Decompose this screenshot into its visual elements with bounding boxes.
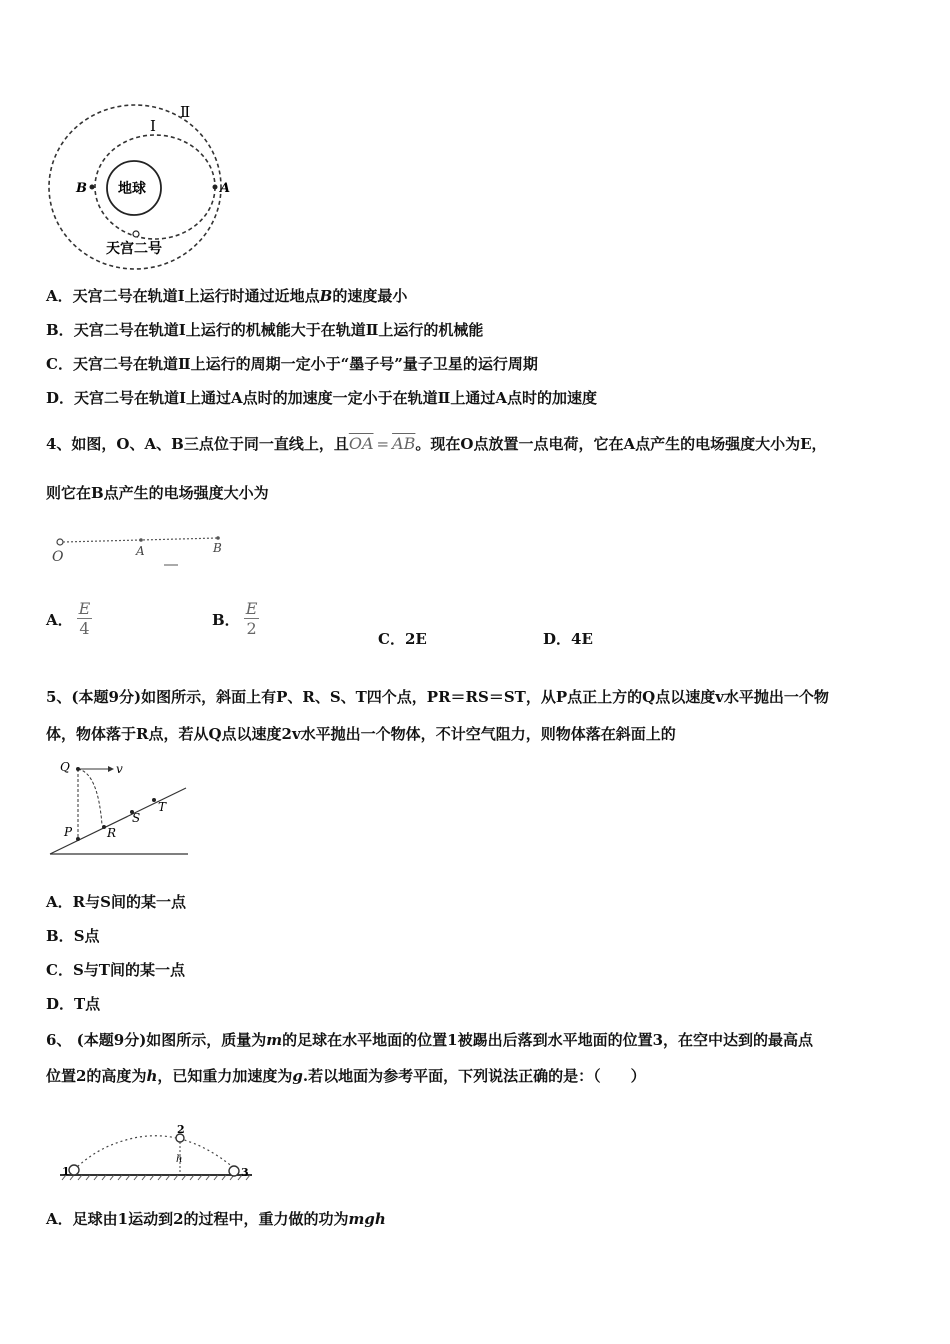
q5-option-c: C．S与T间的某一点 xyxy=(46,961,185,979)
station-marker xyxy=(133,231,139,237)
q4-option-b: B． $\frac{E}{2}$ xyxy=(212,599,258,638)
label-a: A xyxy=(220,181,231,196)
station-label: 天宫二号 xyxy=(106,241,162,257)
q4-option-a: A． $\frac{E}{4}$ xyxy=(46,599,91,638)
label-orbit-1: Ⅰ xyxy=(150,117,156,135)
point-q-dot xyxy=(76,767,80,771)
orbit-figure xyxy=(40,95,240,280)
point-b-dot xyxy=(90,185,95,190)
label-b: B xyxy=(213,541,222,555)
label-r: R xyxy=(107,826,117,840)
label-orbit-2: Ⅱ xyxy=(180,103,191,121)
q6-stem-line-1: 6、 (本题9分)如图所示，质量为m的足球在水平地面的位置1被踢出后落到水平地面的位置3，在空中达到的最高点 xyxy=(46,1031,814,1049)
q3-option-c: C．天宫二号在轨道Ⅱ上运行的周期一定小于“墨子号”量子卫星的运行周期 xyxy=(46,355,538,373)
point-b-dot xyxy=(216,536,220,540)
q6-stem-line-2: 位置2的高度为h，已知重力加速度为g.若以地面为参考平面，下列说法正确的是：（ ） xyxy=(46,1067,646,1085)
trajectory xyxy=(74,1136,234,1170)
label-o: O xyxy=(52,549,64,565)
q5-option-a: A．R与S间的某一点 xyxy=(46,893,186,911)
fraction-e-over-2: $\frac{E}{2}$ xyxy=(245,599,258,638)
q5-stem-line-1: 5、(本题9分)如图所示，斜面上有P、R、S、T四个点，PR＝RS＝ST，从P点正上方的Q点以速度v水平抛出一个物 xyxy=(46,688,829,706)
vector-ab: $\overline{AB}$ xyxy=(392,434,416,453)
label-2: 2 xyxy=(177,1123,185,1136)
q4-stem-line-1: 4、如图，O、A、B三点位于同一直线上，且$\overline{OA} = \overline{AB}$。现在O点放置一点电荷，它在A点产生的电场强度大小为E， xyxy=(46,434,827,453)
point-p-dot xyxy=(76,837,80,841)
label-s: S xyxy=(132,811,141,825)
label-b: B xyxy=(76,181,87,196)
ball-3 xyxy=(229,1166,239,1176)
trajectory xyxy=(78,769,102,825)
q6-figure xyxy=(56,1120,256,1185)
q3-option-b: B．天宫二号在轨道Ⅰ上运行的机械能大于在轨道Ⅱ上运行的机械能 xyxy=(46,321,484,339)
label-q: Q xyxy=(60,760,70,774)
label-a: A xyxy=(136,544,145,558)
arrow-head xyxy=(108,766,114,772)
point-t-dot xyxy=(152,798,156,802)
q4-stem-line-2: 则它在B点产生的电场强度大小为 xyxy=(46,484,269,502)
point-o-circle xyxy=(57,539,63,545)
label-v: v xyxy=(116,762,123,776)
incline-line xyxy=(50,788,186,854)
q3-option-a: A．天宫二号在轨道Ⅰ上运行时通过近地点B的速度最小 xyxy=(46,287,408,305)
ball-1 xyxy=(69,1165,79,1175)
label-1: 1 xyxy=(62,1165,70,1178)
q3-option-d: D．天宫二号在轨道Ⅰ上通过A点时的加速度一定小于在轨道Ⅱ上通过A点时的加速度 xyxy=(46,389,597,407)
q5-option-b: B．S点 xyxy=(46,927,100,945)
q5-figure xyxy=(46,755,196,860)
point-a-dot xyxy=(213,185,218,190)
q4-figure xyxy=(46,530,246,572)
label-t: T xyxy=(158,800,167,814)
q4-option-d: D．4E xyxy=(543,630,593,648)
earth-label: 地球 xyxy=(118,181,146,197)
label-h: h xyxy=(176,1154,183,1165)
orbit-1 xyxy=(95,135,215,239)
fraction-e-over-4: $\frac{E}{4}$ xyxy=(78,599,91,638)
q5-option-d: D．T点 xyxy=(46,995,101,1013)
label-3: 3 xyxy=(241,1166,249,1179)
q5-stem-line-2: 体，物体落于R点，若从Q点以速度2v水平抛出一个物体，不计空气阻力，则物体落在斜面上的 xyxy=(46,725,676,743)
point-r-dot xyxy=(102,825,106,829)
label-p: P xyxy=(64,825,73,839)
q4-option-c: C．2E xyxy=(378,630,427,648)
point-a-dot xyxy=(139,538,143,542)
q6-option-a: A．足球由1运动到2的过程中，重力做的功为mgh xyxy=(46,1210,386,1228)
vector-oa: $\overline{OA}$ xyxy=(348,434,374,453)
